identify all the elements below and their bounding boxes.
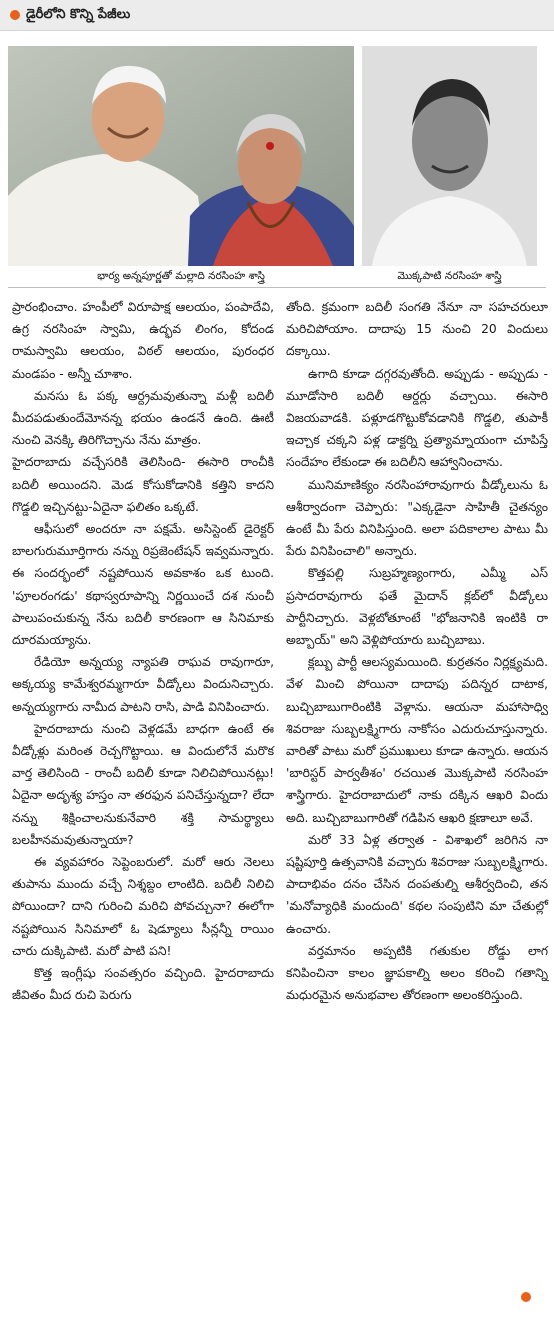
paragraph: ప్రారంభించాం. హంపీలో విరూపాక్ష ఆలయం, పంపాదేవి, ఉగ్ర నరసింహ స్వామి, ఉద్భవ లింగం, కోదండ రామస్వామి ఆలయం, విఠల్ ఆలయం, పురంధర మండపం - అన్నీ చూశాం.	[12, 300, 274, 381]
paragraph: హైదరాబాదు వచ్చేసరికి తెలిసింది- ఈసారి రాంచీకి బదిలీ అయిందని. మెడ కోసుకోడానికి కత్తిని కాదని గొడ్డలి ఇచ్చినట్టు-ఏదైనా ఫలితం ఒక్కటే.	[12, 455, 274, 514]
couple-photo-image	[8, 46, 354, 266]
paragraph: వర్తమానం అప్పటికి గతుకుల రోడ్డు లాగ కనిపించినా కాలం జ్ఞాపకాల్ని అలం కరించి గతాన్ని మధురమైన అనుభవాల తోరణంగా అలంకరిస్తుంది.	[286, 943, 548, 1003]
paragraph: మరో 33 ఏళ్ల తర్వాత - విశాఖలో జరిగిన నా షష్టిపూర్తి ఉత్సవానికి వచ్చారు శివరాజు సుబ్బలక్ష్మిగారు. పాదాభివం దనం చేసిన దంపతుల్ని ఆశీర్వదించి, తన 'మనోవ్యాధికి మందుంది' కథల సంపుటిని మా చేతుల్లో ఉంచారు.	[286, 832, 548, 936]
paragraph: ఆఫీసులో అందరూ నా పక్షమే. అసిస్టెంట్ డైరెక్టర్ బాలగురుమూర్తిగారు నన్ను రిప్రజెంటేషన్ ఇవ్వమన్నారు. ఈ సందర్భంలో నష్టపోయిన అవకాశం ఒక టుంది. 'పూలరంగడు' కథాస్వరూపాన్ని నిర్ణయించే దశ నుంచీ పాలుపంచుకున్న నేను బదిలీ కారణంగా ఆ సినిమాకు దూరమయ్యాను.	[12, 522, 274, 648]
paragraph: హైదరాబాదు నుంచి వెళ్లడమే బాధగా ఉంటే ఈ వీడ్కోళ్లు మరింత రెచ్చగొట్టాయి. ఆ విందులోనే మరొక వార్త తెలిసింది - రాంచీ బదిలీ కూడా నిలిచిపోయినట్లు! ఏదైనా అదృశ్య హస్తం నా తరఫున పనిచేస్తున్నదా? లేదా నన్ను శిక్షించాలనుకునేవారి శక్తి సామర్థ్యాలు బలహీనమవుతున్నాయా?	[12, 721, 274, 847]
paragraph: తోంది. క్రమంగా బదిలీ సంగతి నేనూ నా సహచరులూ మరిచిపోయాం. దాదాపు 15 నుంచి 20 విందులు దక్కాయి.	[286, 300, 548, 359]
paragraph: క్లబ్బు పార్టీ ఆలస్యమయింది. కుర్రతనం నిర్లక్ష్యమది. వేళ మించి పోయినా దాదాపు పదిన్నర దాటాక, బుచ్చిబాబుగారింటికి వెళ్లాను. ఆయనా మహాసాధ్వి శివరాజు సుబ్బలక్ష్మిగారు నాకోసం ఎదురుచూస్తున్నారు. వారితో పాటు మరో ప్రముఖులు కూడా ఉన్నారు. ఆయన 'బారిస్టర్ పార్వతీశం' రచయిత మొక్కపాటి నరసింహ శాస్త్రిగారు. హైదరాబాదులో నాకు దక్కిన ఆఖరి విందు అది. బుచ్చిబాబుగారితో గడిపిన ఆఖరి క్షణాలూ అవే.	[286, 655, 548, 825]
article-column-right	[286, 296, 548, 1007]
paragraph: రేడియో అన్నయ్య న్యాపతి రాఘవ రావుగారూ, అక్కయ్య కామేశ్వరమ్మగారూ వీడ్కోలు విందునిచ్చారు. అన్నయ్యగారు నామీద పాటని రాసి, పాడి వినిపించారు.	[12, 655, 274, 714]
paragraph: ఈ వ్యవహారం సెప్టెంబరులో. మరో ఆరు నెలలు తుపాను ముందు వచ్చే నిశ్శబ్దం లాంటిది. బదిలీ నిలిచి పోయిందా? దాని గురించి మరిచి పోవచ్చునా? ఈలోగా నష్టపోయిన సినిమాలో ఓ షెడ్యూలు సీన్లన్నీ రాయిం చారు దుక్కిపాటి. మరో పాటి పని!	[12, 855, 274, 958]
portrait-photo	[362, 46, 537, 266]
paragraph: మనసు ఓ పక్క ఆర్ద్రమవుతున్నా మళ్లీ బదిలీ మీదపడుతుందేమోనన్న భయం ఉండనే ఉంది. ఊటీ నుంచి వెనక్కి తిరిగొచ్చాను నేను మాత్రం.	[12, 388, 274, 448]
bullet-icon	[10, 10, 20, 20]
divider	[8, 287, 546, 288]
paragraph: మునిమాణిక్యం నరసింహారావుగారు వీడ్కోలును ఓ ఆశీర్వాదంగా చెప్పారు: "ఎక్కడైనా సాహితీ చైతన్యం ఉంటే మీ పేరు వినిపిస్తుంది. అలా పదికాలాల పాటు మీ పేరు వినిపించాలి" అన్నారు.	[286, 477, 548, 559]
paragraph: ఉగాది కూడా దగ్గరవుతోంది. అప్పుడు - అప్పుడు - మూడోసారి బదిలీ ఆర్డర్లు వచ్చాయి. ఈసారి విజయవాడకి. పళ్లూడగొట్టుకోవడానికి గొడ్డలి, తుపాకీ ఇచ్చాక చక్కని పళ్ల డాక్టర్ని ప్రత్యామ్నాయంగా చూపిస్తే సందేహం లేకుండా ఈ బదిలీని ఆహ్వానించాను.	[286, 366, 548, 470]
end-mark-icon	[521, 1292, 531, 1302]
portrait-photo-image	[362, 46, 537, 266]
photo-caption-right: మొక్కపాటి నరసింహ శాస్త్రి	[397, 270, 502, 282]
couple-photo	[8, 46, 354, 266]
page-header	[0, 0, 554, 31]
article-column-left	[12, 296, 274, 1007]
section-title: డైరీలోని కొన్ని పేజీలు	[26, 7, 131, 22]
paragraph: కొత్త ఇంగ్లీషు సంవత్సరం వచ్చింది. హైదరాబాదు జీవితం మీద రుచి పెరుగు	[12, 966, 274, 1003]
paragraph: కొత్తపల్లి సుబ్రహ్మణ్యంగారు, ఎమ్మీ ఎస్ ప్రసాదరావుగారు ఫతే మైదాన్ క్లబ్‌లో వీడ్కోలు పార్టీనిచ్చారు. వెళ్లబోతూంటే "భోజనానికి ఇంటికి రా అబ్బాయ్" అని వెళ్లిపోయారు బుచ్చిబాబు.	[286, 566, 548, 648]
photo-caption-left: భార్య అన్నపూర్ణతో మల్లాది నరసింహ శాస్త్రి	[97, 270, 265, 282]
